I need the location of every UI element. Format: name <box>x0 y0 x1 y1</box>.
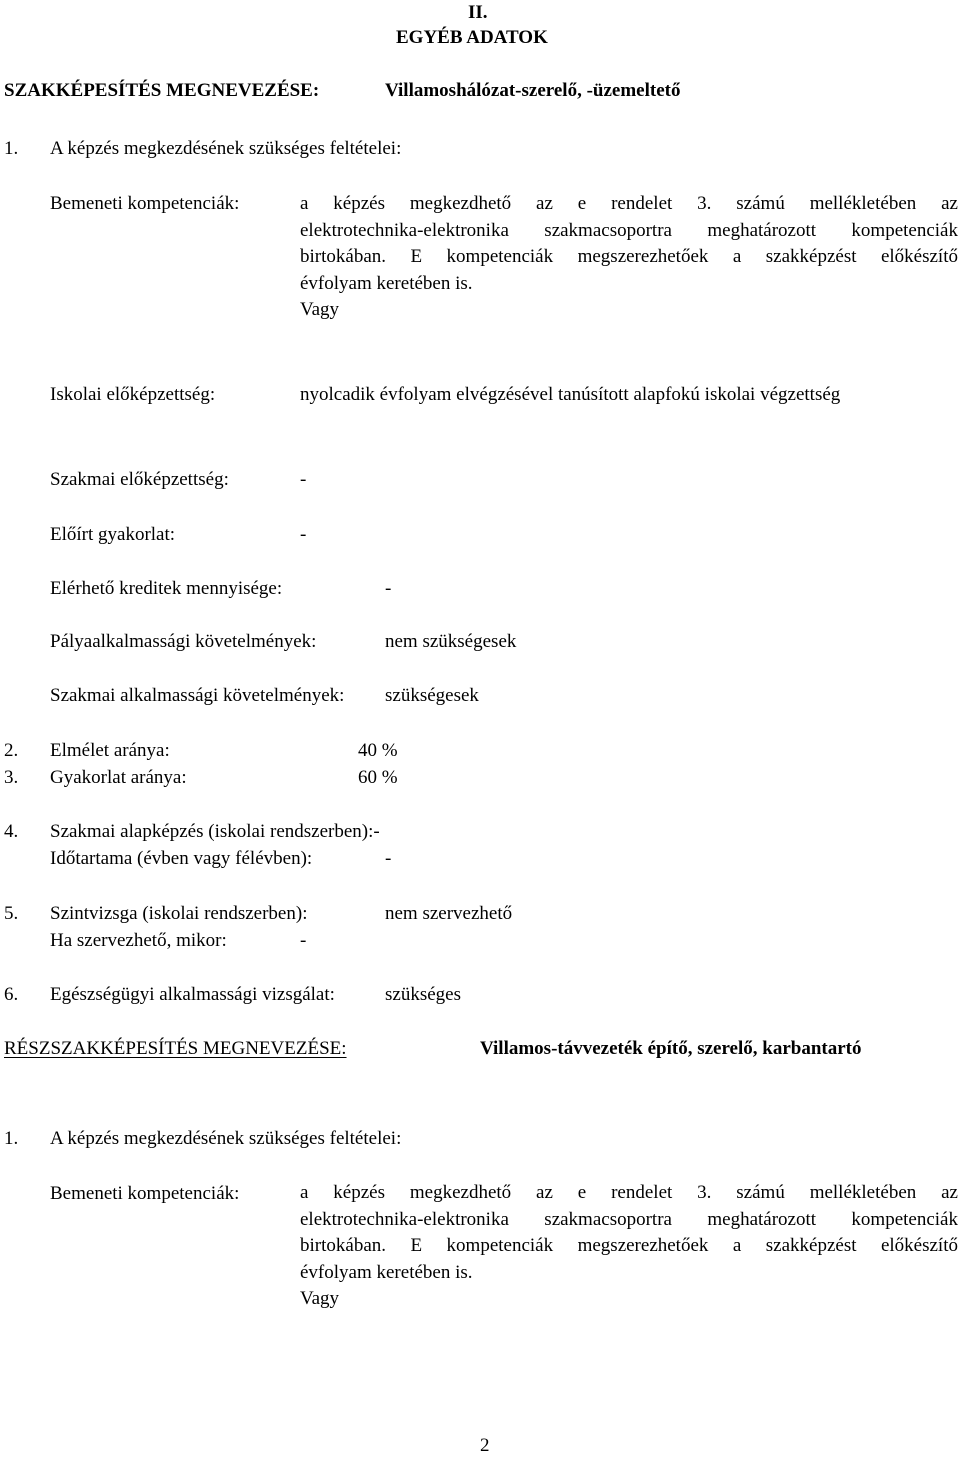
professional-prerequisite-value: - <box>300 469 307 490</box>
practice-ratio-label: Gyakorlat aránya: <box>50 767 187 788</box>
input-competencies-text <box>300 191 958 324</box>
partial-section-1-title: A képzés megkezdésének szükséges feltételei: <box>50 1128 402 1149</box>
page-number: 2 <box>480 1435 490 1456</box>
basic-training-label: Szakmai alapképzés (iskolai rendszerben):- <box>50 821 380 842</box>
partial-input-competencies-text <box>300 1180 958 1313</box>
required-practice-label: Előírt gyakorlat: <box>50 524 176 545</box>
qualification-value: Villamoshálózat-szerelő, -üzemeltető <box>385 80 681 101</box>
input-competencies-line: évfolyam keretében is. <box>300 272 473 294</box>
section-2-number: 2. <box>4 740 19 761</box>
health-exam-label: Egészségügyi alkalmassági vizsgálat: <box>50 984 335 1005</box>
practice-ratio-value: 60 % <box>358 767 398 788</box>
school-prerequisite-value: nyolcadik évfolyam elvégzésével tanúsított alapfokú iskolai végzettség <box>300 384 841 405</box>
section-1-number: 1. <box>4 138 19 159</box>
page-title: EGYÉB ADATOK <box>396 27 548 48</box>
level-exam-label: Szintvizsga (iskolai rendszerben): <box>50 903 308 924</box>
aptitude-requirements-value: szükségesek <box>385 685 479 706</box>
section-5-number: 5. <box>4 903 19 924</box>
exam-when-label: Ha szervezhető, mikor: <box>50 930 227 951</box>
partial-input-competencies-line: évfolyam keretében is. <box>300 1261 473 1283</box>
input-competencies-line: a képzés megkezdhető az e rendelet 3. számú mellékletében az <box>300 193 958 214</box>
input-competencies-or: Vagy <box>300 299 340 320</box>
section-roman-numeral: II. <box>468 2 488 23</box>
level-exam-value: nem szervezhető <box>385 903 513 924</box>
school-prerequisite-label: Iskolai előképzettség: <box>50 384 216 405</box>
partial-input-competencies-label: Bemeneti kompetenciák: <box>50 1183 240 1204</box>
input-competencies-line: elektrotechnika-elektronika szakmacsoportra meghatározott kompetenciák <box>300 219 958 241</box>
partial-input-competencies-line: a képzés megkezdhető az e rendelet 3. számú mellékletében az <box>300 1182 958 1203</box>
theory-ratio-label: Elmélet aránya: <box>50 740 170 761</box>
input-competencies-line: birtokában. E kompetenciák megszerezhetőek a szakképzést előkészítő <box>300 246 958 267</box>
duration-label: Időtartama (évben vagy félévben): <box>50 848 313 869</box>
input-competencies-label: Bemeneti kompetenciák: <box>50 193 240 214</box>
partial-qualification-label: RÉSZSZAKKÉPESÍTÉS MEGNEVEZÉSE: <box>4 1038 347 1059</box>
professional-prerequisite-label: Szakmai előképzettség: <box>50 469 229 490</box>
section-4-number: 4. <box>4 821 19 842</box>
career-requirements-value: nem szükségesek <box>385 631 517 652</box>
required-practice-value: - <box>300 524 307 545</box>
partial-input-competencies-line: elektrotechnika-elektronika szakmacsoportra meghatározott kompetenciák <box>300 1208 958 1230</box>
qualification-label: SZAKKÉPESÍTÉS MEGNEVEZÉSE: <box>4 80 320 101</box>
credits-label: Elérhető kreditek mennyisége: <box>50 578 283 599</box>
duration-value: - <box>385 848 392 869</box>
career-requirements-label: Pályaalkalmassági követelmények: <box>50 631 317 652</box>
health-exam-value: szükséges <box>385 984 461 1005</box>
partial-section-1-number: 1. <box>4 1128 19 1149</box>
exam-when-value: - <box>300 930 307 951</box>
partial-qualification-value: Villamos-távvezeték építő, szerelő, karbantartó <box>480 1038 862 1059</box>
section-6-number: 6. <box>4 984 19 1005</box>
partial-input-competencies-line: birtokában. E kompetenciák megszerezhetőek a szakképzést előkészítő <box>300 1235 958 1256</box>
theory-ratio-value: 40 % <box>358 740 398 761</box>
aptitude-requirements-label: Szakmai alkalmassági követelmények: <box>50 685 345 706</box>
partial-input-competencies-or: Vagy <box>300 1288 340 1309</box>
credits-value: - <box>385 578 392 599</box>
section-1-title: A képzés megkezdésének szükséges feltételei: <box>50 138 402 159</box>
section-3-number: 3. <box>4 767 19 788</box>
